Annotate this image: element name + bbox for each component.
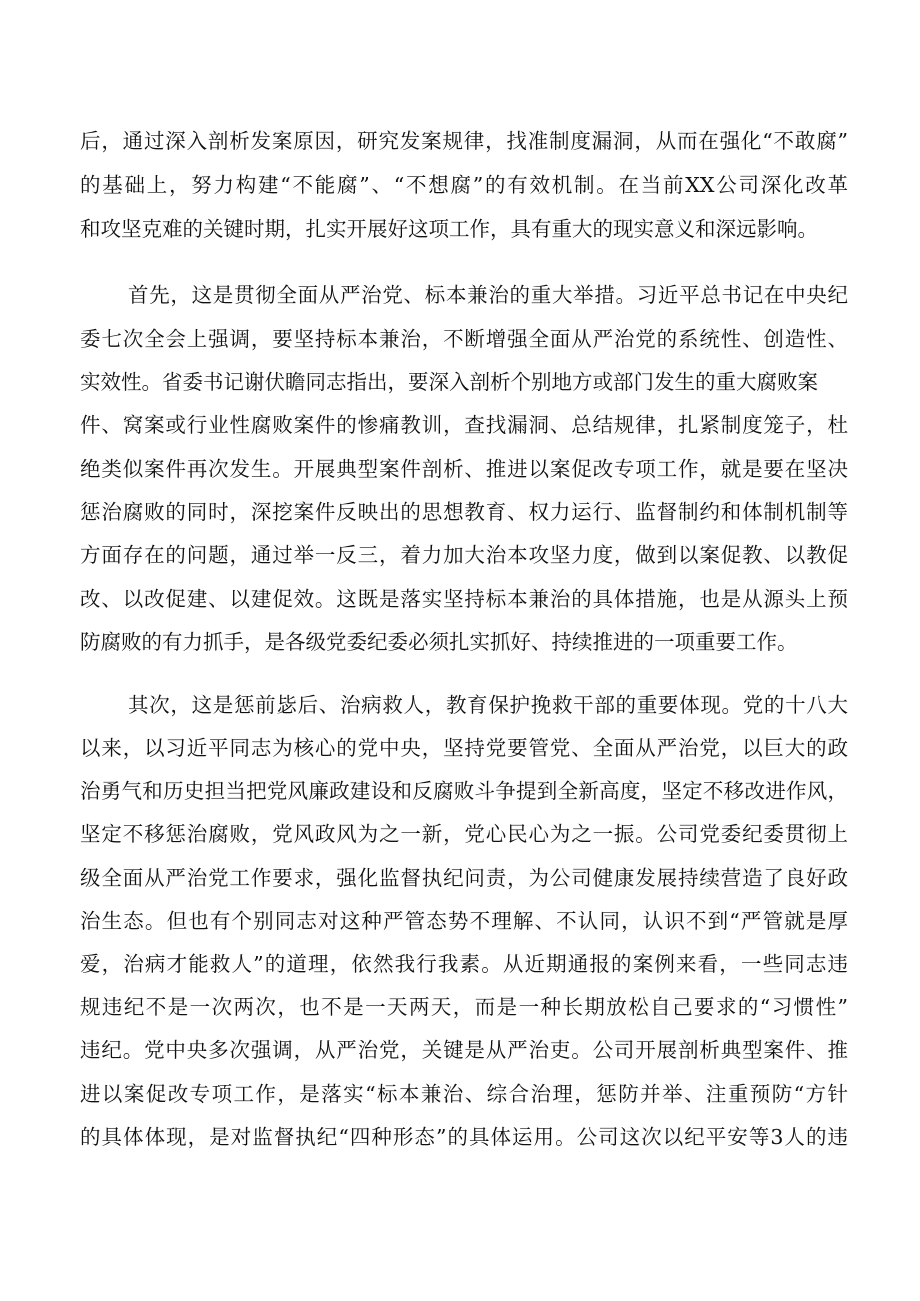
text-line: 治生态。但也有个别同志对这种严管态势不理解、不认同，认识不到“严管就是厚	[80, 909, 848, 933]
text-line: 违纪。党中央多次强调，从严治党，关键是从严治吏。公司开展剖析典型案件、推	[80, 1038, 848, 1062]
text-line: 坚定不移惩治腐败，党风政风为之一新，党心民心为之一振。公司党委纪委贯彻上	[80, 822, 848, 846]
text-line: 进以案促改专项工作，是落实“标本兼治、综合治理，惩防并举、注重预防“方针	[80, 1082, 848, 1106]
text-line: 治勇气和历史担当把党风廉政建设和反腐败斗争提到全新高度，坚定不移改进作风，	[80, 779, 848, 803]
text-line: 实效性。省委书记谢伏瞻同志指出，要深入剖析个别地方或部门发生的重大腐败案	[80, 370, 818, 394]
text-line: 其次，这是惩前毖后、治病救人，教育保护挽救干部的重要体现。党的十八大	[128, 693, 848, 717]
text-line: 改、以改促建、以建促效。这既是落实坚持标本兼治的具体措施，也是从源头上预	[80, 587, 848, 611]
text-line: 首先，这是贯彻全面从严治党、标本兼治的重大举措。习近平总书记在中央纪	[128, 283, 848, 307]
text-line: 惩治腐败的同时，深挖案件反映出的思想教育、权力运行、监督制约和体制机制等	[80, 500, 848, 524]
text-line: 的具体体现，是对监督执纪“四种形态”的具体运用。公司这次以纪平安等3人的违	[80, 1125, 848, 1149]
text-line: 级全面从严治党工作要求，强化监督执纪问责，为公司健康发展持续营造了良好政	[80, 866, 848, 890]
text-line: 后，通过深入剖析发案原因，研究发案规律，找准制度漏洞，从而在强化“不敢腐”	[80, 129, 848, 153]
text-line: 和攻坚克难的关键时期，扎实开展好这项工作，具有重大的现实意义和深远影响。	[80, 217, 818, 241]
text-line: 绝类似案件再次发生。开展典型案件剖析、推进以案促改专项工作，就是要在坚决	[80, 457, 848, 481]
text-line: 爱，治病才能救人”的道理，依然我行我素。从近期通报的案例来看，一些同志违	[80, 952, 848, 976]
text-line: 委七次全会上强调，要坚持标本兼治，不断增强全面从严治党的系统性、创造性、	[80, 327, 848, 351]
text-line: 规违纪不是一次两次，也不是一天两天，而是一种长期放松自己要求的“习惯性”	[80, 995, 848, 1019]
text-line: 防腐败的有力抓手，是各级党委纪委必须扎实抓好、持续推进的一项重要工作。	[80, 630, 798, 654]
text-line: 以来，以习近平同志为核心的党中央，坚持党要管党、全面从严治党，以巨大的政	[80, 736, 848, 760]
text-line: 的基础上，努力构建“不能腐”、“不想腐”的有效机制。在当前XX公司深化改革	[80, 173, 848, 197]
text-line: 方面存在的问题，通过举一反三，着力加大治本攻坚力度，做到以案促教、以教促	[80, 543, 848, 567]
text-line: 件、窝案或行业性腐败案件的惨痛教训，查找漏洞、总结规律，扎紧制度笼子，杜	[80, 413, 848, 437]
